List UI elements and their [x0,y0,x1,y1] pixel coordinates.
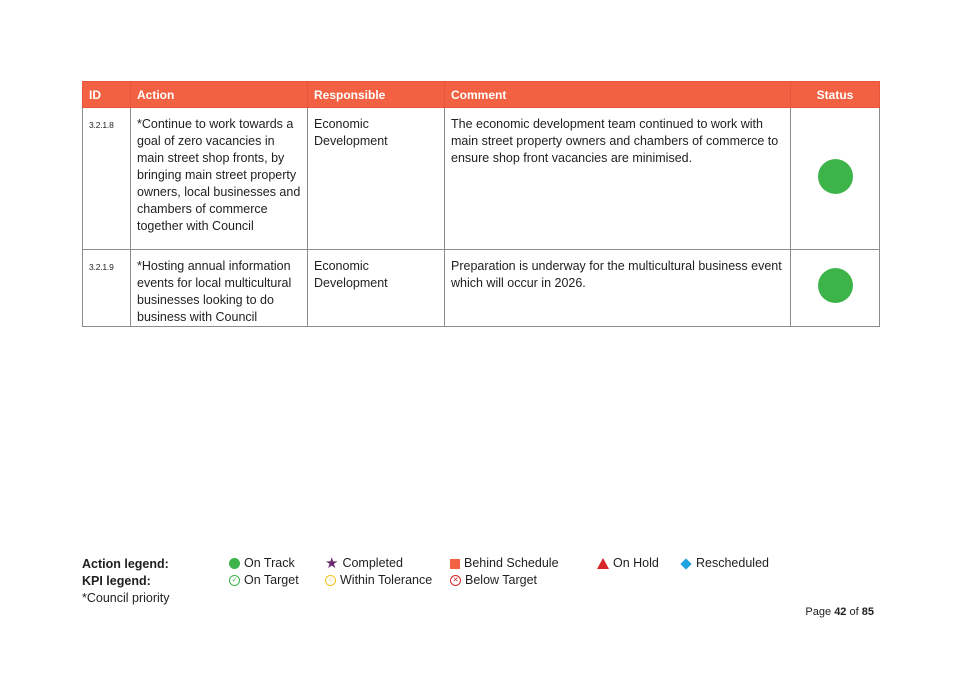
table-header-row [83,82,880,108]
row-id: 3.2.1.8 [83,108,131,250]
legend-within-tolerance [325,573,432,587]
header-id: ID [83,82,131,108]
action-legend-label: Action legend: [82,557,169,571]
page-number [805,606,874,618]
red-triangle-icon [597,558,609,569]
table-row [83,108,880,250]
row-comment: Preparation is underway for the multicultural business event which will occur in 2026. [445,250,791,327]
header-comment: Comment [445,82,791,108]
header-responsible: Responsible [308,82,445,108]
blue-diamond-icon [680,558,691,569]
legend-within-tolerance-label: Within Tolerance [340,573,433,587]
action-table [82,81,880,327]
row-responsible: Economic Development [308,250,445,327]
green-circle-icon [229,558,240,569]
legend-on-track [229,556,295,570]
table-row [83,250,880,327]
star-icon: ★ [325,554,339,572]
legend-behind-schedule-label: Behind Schedule [464,556,559,570]
row-responsible: Economic Development [308,108,445,250]
row-action: *Hosting annual information events for local multicultural businesses looking to do business with Council [131,250,308,327]
page-total: 85 [861,606,874,618]
legend-on-hold [597,556,659,570]
legend-on-target [229,573,299,587]
legend-below-target [450,573,537,587]
row-comment: The economic development team continued to work with main street property owners and chambers of commerce to ensure shop front vacancies are minimised. [445,108,791,250]
page-current: 42 [834,606,847,618]
legend-on-hold-label: On Hold [613,556,659,570]
legend-rescheduled [681,556,769,570]
page-prefix: Page [805,606,832,618]
council-priority-note: *Council priority [82,591,170,605]
kpi-legend-label: KPI legend: [82,574,151,588]
row-status [791,250,880,327]
orange-square-icon [450,559,460,569]
page-of: of [849,606,859,618]
legend-below-target-label: Below Target [465,573,538,587]
x-circle-icon: ✕ [450,575,461,586]
header-status: Status [791,82,880,108]
legend-on-target-label: On Target [244,573,299,587]
legend-behind-schedule [450,556,559,570]
legend-completed [325,556,403,570]
header-action: Action [131,82,308,108]
tolerance-circle-icon: ○ [325,575,336,586]
check-circle-icon: ✓ [229,575,240,586]
legend-rescheduled-label: Rescheduled [696,556,769,570]
green-circle-icon [818,268,853,303]
row-action: *Continue to work towards a goal of zero vacancies in main street shop fronts, by bringing main street property owners, local businesses and chambers of commerce together with Council [131,108,308,250]
legend-completed-label: Completed [342,556,403,570]
legend-on-track-label: On Track [244,556,295,570]
row-id: 3.2.1.9 [83,250,131,327]
row-status [791,108,880,250]
green-circle-icon [818,159,853,194]
